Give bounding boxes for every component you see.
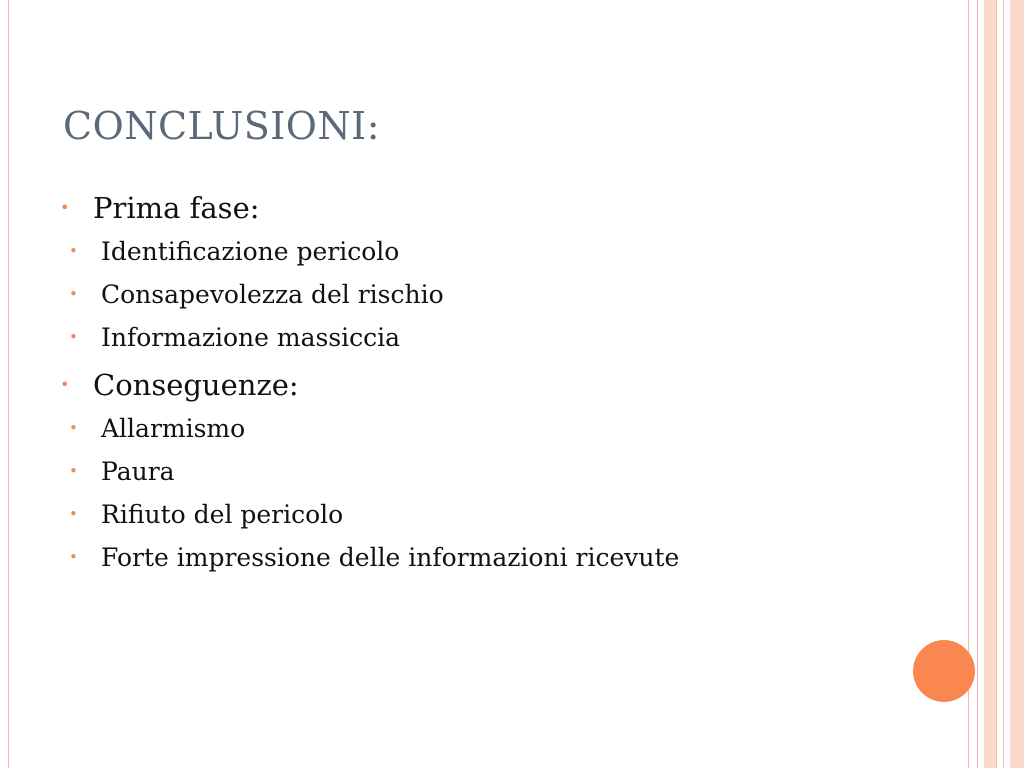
list-item [60,316,920,359]
bullet-list [60,188,920,585]
list-item-conseguenze [60,365,920,405]
right-border-line-4 [1003,0,1004,768]
left-border-line [8,0,9,768]
right-border-line-3 [996,0,997,768]
bullet-dot-icon: • [69,505,78,523]
list-item [60,536,920,579]
bullet-dot-icon: • [69,419,78,437]
list-item-text: Identificazione pericolo [101,237,400,266]
list-item-text: Allarmismo [101,414,246,443]
bullet-dot-icon: • [60,375,70,394]
list-item-text: Consapevolezza del rischio [101,280,444,309]
bullet-dot-icon: • [69,328,78,346]
orange-circle-icon [913,640,975,702]
sublist-conseguenze [60,407,920,579]
slide-title: CONCLUSIONI: [63,104,380,148]
list-item [60,230,920,273]
sublist-prima-fase [60,230,920,359]
list-item [60,407,920,450]
list-item-prima-fase [60,188,920,228]
right-border-line-2 [977,0,978,768]
right-border-band-2 [1010,0,1024,768]
bullet-dot-icon: • [69,242,78,260]
right-border-band-1 [984,0,996,768]
list-item-text: Rifiuto del pericolo [101,500,344,529]
bullet-dot-icon: • [69,548,78,566]
list-item [60,493,920,536]
sublist-container [60,230,920,359]
section-label: Prima fase: [93,191,260,225]
bullet-dot-icon: • [69,462,78,480]
list-item-text: Forte impressione delle informazioni ricevute [101,543,680,572]
sublist-container [60,407,920,579]
bullet-dot-icon: • [69,285,78,303]
list-item [60,450,920,493]
section-label: Conseguenze: [93,368,299,402]
right-border-decoration [968,0,1024,768]
list-item [60,273,920,316]
list-item-text: Paura [101,457,175,486]
list-item-text: Informazione massiccia [101,323,401,352]
bullet-dot-icon: • [60,198,70,217]
